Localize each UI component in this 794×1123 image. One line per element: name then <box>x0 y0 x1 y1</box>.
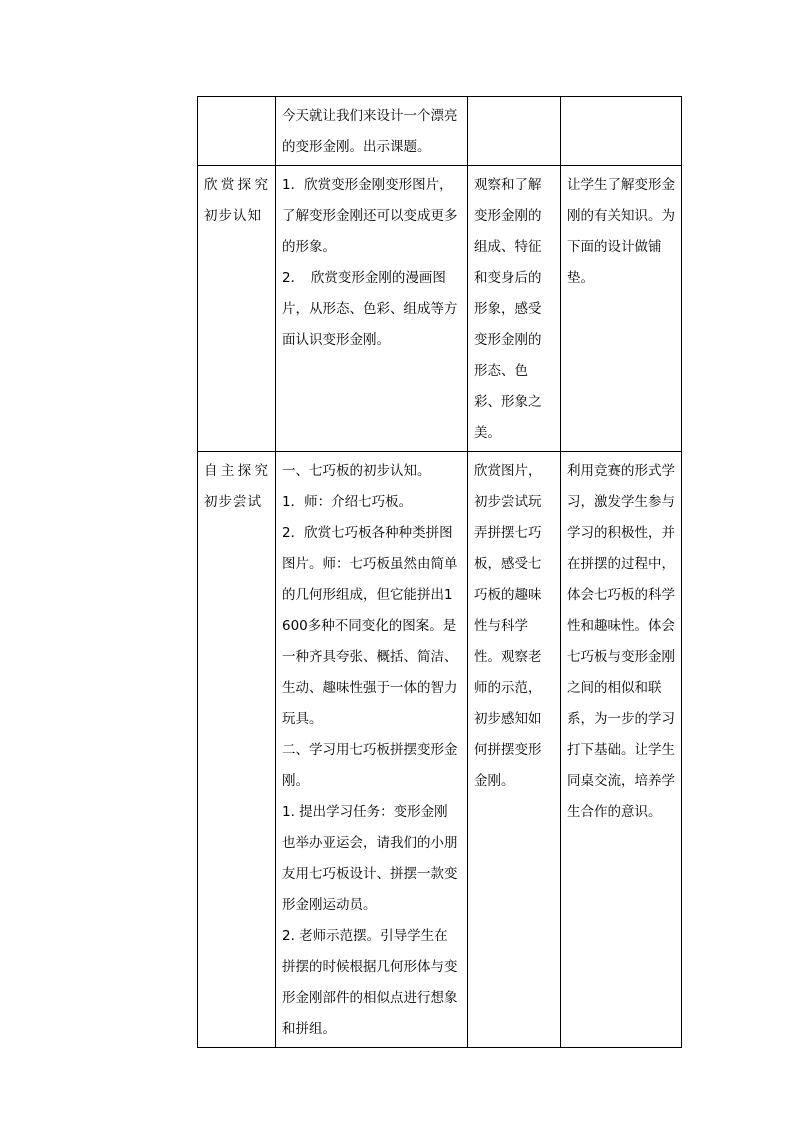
stage-cell: 自主探究初步尝试 <box>198 452 276 1048</box>
teacher-paragraph: 2. 老师示范摆。引导学生在拼摆的时候根据几何形体与变形金刚部件的相似点进行想象和拼组。 <box>282 928 458 1037</box>
teacher-paragraph: 1. 提出学习任务：变形金刚也举办亚运会，请我们的小朋友用七巧板设计、拼摆一款变形金刚运动员。 <box>282 804 458 913</box>
student-activity-cell: 欣赏图片，初步尝试玩弄拼摆七巧板，感受七巧板的趣味性与科学性。观察老师的示范，初步感知如何拼摆变形金刚。 <box>468 452 561 1048</box>
student-activity-cell: 观察和了解变形金刚的组成、特征和变身后的形象，感受变形金刚的形态、色彩、形象之美。 <box>468 166 561 452</box>
stage-cell: 欣赏探究初步认知 <box>198 166 276 452</box>
design-purpose-cell: 让学生了解变形金刚的有关知识。为下面的设计做铺垫。 <box>561 166 682 452</box>
student-activity-cell <box>468 97 561 166</box>
teacher-paragraph: 2． 欣赏变形金刚的漫画图片，从形态、色彩、组成等方面认识变形金刚。 <box>282 270 458 348</box>
teacher-paragraph: 一、七巧板的初步认知。 <box>282 463 431 479</box>
table-row <box>198 166 682 452</box>
table-row <box>198 452 682 1048</box>
lesson-plan-table <box>197 96 682 1048</box>
teacher-paragraph: 1．欣赏变形金刚变形图片，了解变形金刚还可以变成更多的形象。 <box>282 177 458 255</box>
stage-cell <box>198 97 276 166</box>
table-row <box>198 97 682 166</box>
teacher-activity-cell <box>276 452 468 1048</box>
design-purpose-cell: 利用竞赛的形式学习，激发学生参与学习的积极性，并在拼摆的过程中，体会七巧板的科学性和趣味性。体会七巧板与变形金刚之间的相似和联系，为一步的学习打下基础。让学生同桌交流，培养学生合作的意识。 <box>561 452 682 1048</box>
teacher-paragraph: 2．欣赏七巧板各种种类拼图图片。师：七巧板虽然由简单的几何形组成，但它能拼出1600多种不同变化的图案。是一种齐具夸张、概括、简洁、生动、趣味性强于一体的智力玩具。 <box>282 525 458 727</box>
teacher-activity-cell <box>276 166 468 452</box>
teacher-activity-cell <box>276 97 468 166</box>
teacher-paragraph: 1．师：介绍七巧板。 <box>282 494 413 510</box>
teacher-paragraph: 今天就让我们来设计一个漂亮的变形金刚。出示课题。 <box>282 108 458 155</box>
teacher-paragraph: 二、学习用七巧板拼摆变形金刚。 <box>282 742 458 789</box>
design-purpose-cell <box>561 97 682 166</box>
